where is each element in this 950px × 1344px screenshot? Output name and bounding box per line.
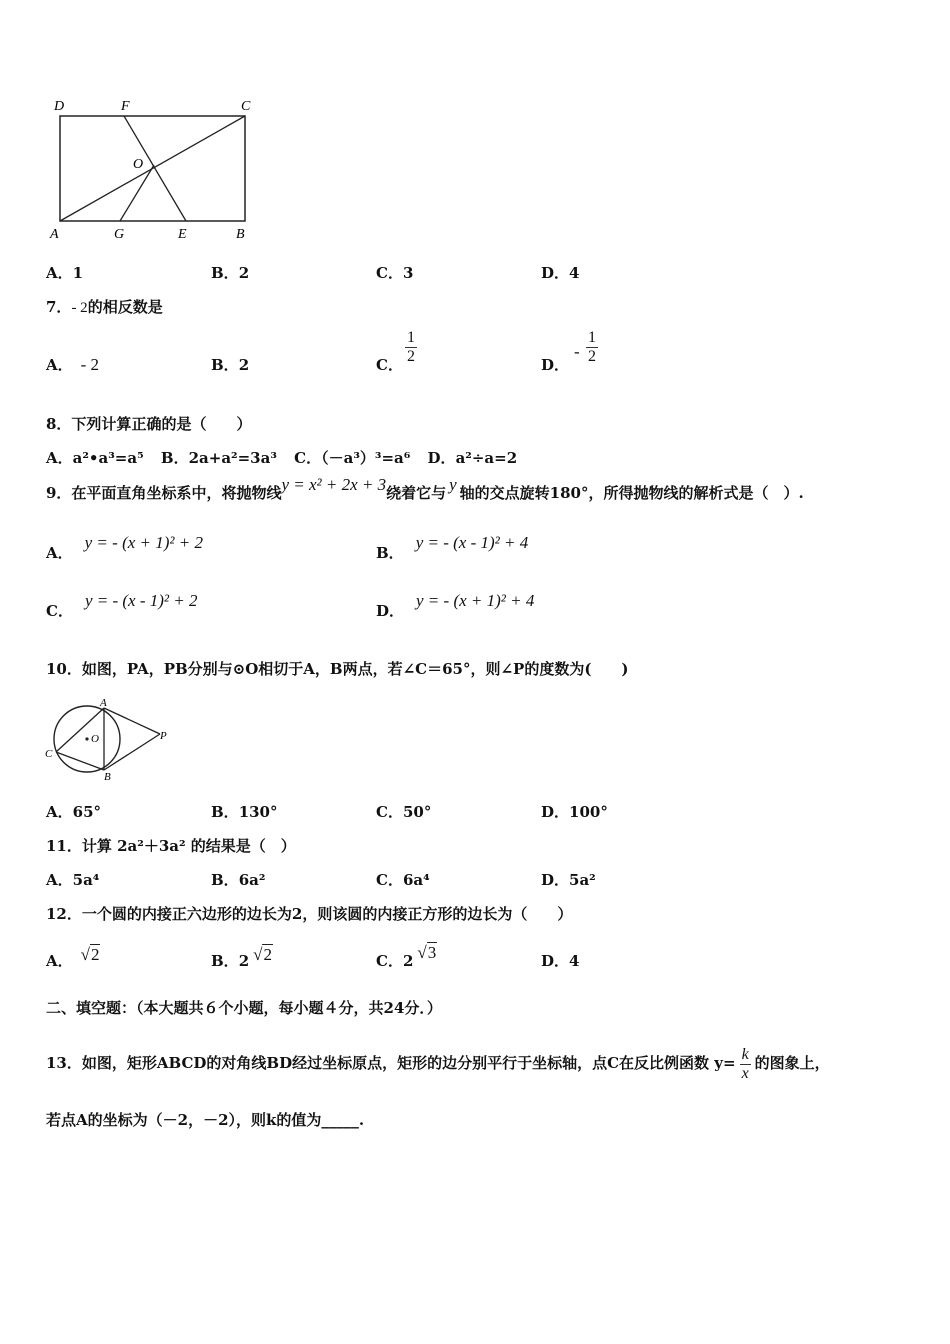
q6-option-c: C．3 [376,264,414,282]
q12-option-a: A． √2 [46,945,100,970]
q12-stem: 12．一个圆的内接正六边形的边长为2，则该圆的内接正方形的边长为（ ） [46,905,573,923]
q7-option-d-sign: - [574,342,580,361]
q13-fraction: $\frac{k}{x}$ [741,1046,749,1082]
q6-option-b: B．2 [211,264,250,282]
q11-option-c: C．6a⁴ [376,871,430,889]
q12-option-c: C．2 √3 [376,943,437,970]
q13-line2: 若点A的坐标为（－2，－2），则k的值为_____. [46,1111,365,1129]
label-P: P [160,730,167,742]
label-A: A [100,697,107,709]
q7-stem: 7．- 2的相反数是 [46,298,163,316]
q11-option-d: D．5a² [541,871,596,889]
q7-option-c-fraction: $\frac{1}{2}$ [407,329,415,365]
q12-option-d: D．4 [541,952,580,970]
label-B: B [104,771,111,782]
q7-option-c: C． [376,356,403,374]
q6-option-d: D．4 [541,264,580,282]
q11-option-b: B．6a² [211,871,266,889]
q11-stem: 11．计算 2a²＋3a² 的结果是（ ） [46,837,296,855]
q9-option-d: D．y = - (x + 1)² + 4 [376,591,535,620]
section-title: 二、填空题：（本大题共６个小题，每小题４分，共24分．） [46,999,442,1017]
tangent-circle-figure [42,694,177,782]
label-E: E [178,227,187,242]
q8-stem: 8．下列计算正确的是（ ） [46,415,252,433]
q7-option-d-fraction: $\frac{1}{2}$ [588,329,596,365]
label-C: C [45,748,53,760]
q9-stem: 9．在平面直角坐标系中，将抛物线y = x² + 2x + 3绕着它与 y 轴的交点旋转180°，所得抛物线的解析式是（ ）. [46,475,804,502]
q8-options: A．a²•a³=a⁵ B．2a+a²=3a³ C．（－a³）³=a⁶ D．a²÷a=2 [46,449,518,467]
label-O: O [91,733,99,745]
q9-option-b: B．y = - (x - 1)² + 4 [376,533,529,562]
label-G: G [114,227,125,242]
q12-option-b: B．2 √2 [211,945,272,970]
label-A: A [50,227,59,242]
q10-option-d: D．100° [541,803,608,821]
label-D: D [54,99,65,114]
q13-line1: 13．如图，矩形ABCD的对角线BD经过坐标原点，矩形的边分别平行于坐标轴，点C在反比例函数 y= $\frac{k}{x}$ 的图象上， [46,1046,830,1082]
q10-option-a: A．65° [46,803,102,821]
q9-option-a: A．y = - (x + 1)² + 2 [46,533,203,562]
q7-option-a: A． - 2 [46,355,100,374]
label-O: O [133,157,144,172]
q11-option-a: A．5a⁴ [46,871,100,889]
label-C: C [241,99,251,114]
q10-option-c: C．50° [376,803,432,821]
q10-stem: 10．如图，PA，PB分别与⊙O相切于A，B两点，若∠C＝65°，则∠P的度数为( ) [46,660,629,678]
label-B: B [236,227,245,242]
q6-option-a: A．1 [46,264,84,282]
rectangle-figure [44,92,264,244]
q7-option-b: B．2 [211,356,250,374]
q7-option-d: D． [541,356,570,374]
q10-option-b: B．130° [211,803,278,821]
label-F: F [121,99,130,114]
q9-option-c: C．y = - (x - 1)² + 2 [46,591,198,620]
